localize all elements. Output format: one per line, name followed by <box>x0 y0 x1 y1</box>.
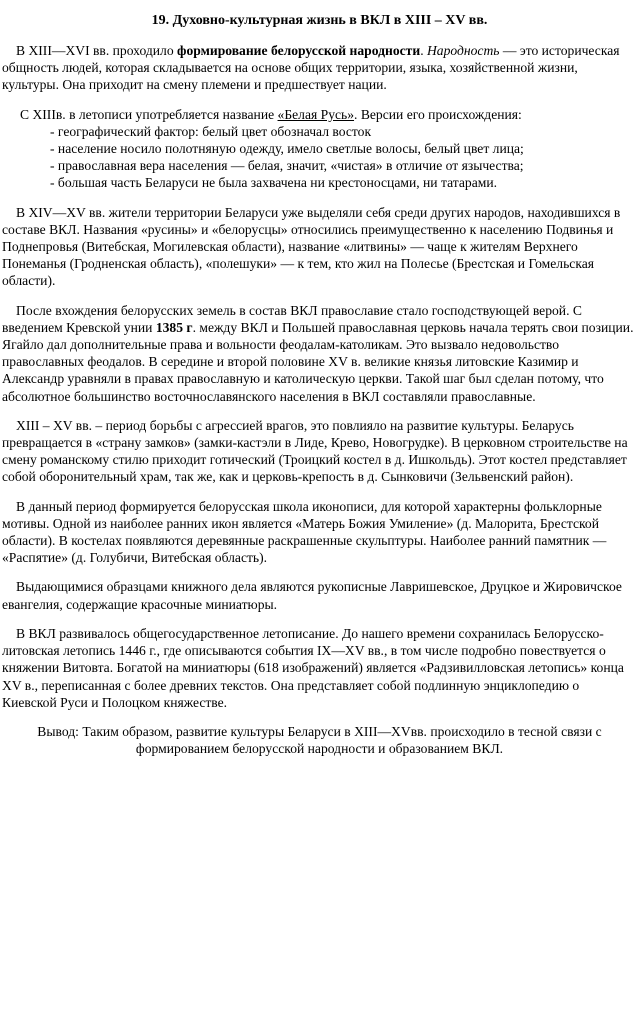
term-year-1385: 1385 г <box>155 319 193 335</box>
list-item: - географический фактор: белый цвет обозначал восток <box>50 123 372 139</box>
paragraph-white-russia: С XIIIв. в летописи употребляется название «Белая Русь». Версии его происхождения: - географический фактор: белый цвет обозначал восток - население носило полотняную одежду, имело светлые волосы, белый цвет лица; - православная вера населения — белая, значит, «чистая» в отличие от язычества; - большая часть Беларуси не была захвачена ни крестоносцами, ни татарами. <box>2 106 637 192</box>
term-nationality: Народность <box>426 43 500 58</box>
list-item: - православная вера населения — белая, значит, «чистая» в отличие от язычества; <box>50 158 524 174</box>
paragraph-nationality: В XIII—XVI вв. проходило формирование белорусской народности. Народность — это историческая общность людей, которая складывается на основе общих территории, языка, хозяйственной жизни, культуры. Она приходит на смену племени и предшествует нации. <box>2 43 620 93</box>
paragraph-ethnonyms: В XIV—XV вв. жители территории Беларуси уже выделяли себя среди других народов, находившихся в составе ВКЛ. Названия «русины» и «белорусцы» относились преимущественно к населению Подвинья и Поднепровья (Витебская, Могилевская области), название «литвины» — чаще к жителям Верхнего Понеманья (Гродненская область), «полешуки» — к тем, кто жил на Полесье (Брестская и Гомельская области). <box>2 204 621 289</box>
term-formation: формирование белорусской народности <box>177 43 421 58</box>
paragraph-religion: После вхождения белорусских земель в состав ВКЛ православие стало господствующей верой. С введением Кревской унии 1385 г. между ВКЛ и Польшей православная церковь начала терять свои позиции. Ягайло дал дополнительные права и вольности феодалам-католикам. Это вызвало недовольство православных феодалов. В середине и второй половине XV в. великие князья литовские Казимир и Александр уравняли в правах православную и католическую церкви. Такой шаг был сделан потому, что абсолютное большинство восточнославянского населения в ВКЛ составляли православные. <box>2 302 634 404</box>
term-white-russia: «Белая Русь» <box>277 106 355 122</box>
paragraph-books: Выдающимися образцами книжного дела являются рукописные Лавришевское, Друцкое и Жировичское евангелия, содержащие красочные миниатюры. <box>2 579 622 612</box>
list-item: - население носило полотняную одежду, имело светлые волосы, белый цвет лица; <box>50 141 524 157</box>
paragraph-conclusion: Вывод: Таким образом, развитие культуры Беларуси в XIII—XVвв. происходило в тесной связи с формированием белорусской народности и образованием ВКЛ. <box>37 723 602 757</box>
paragraph-chronicles: В ВКЛ развивалось общегосударственное летописание. До нашего времени сохранилась Белорусско-литовская летопись 1446 г., где описываются события IX—XV вв., в том числе подробно повествуется о княжении Витовта. Богатой на миниатюры (618 изображений) является «Радзивилловская летопись» конца XV в., переписанная с более древних текстов. Она представляет собой подлинную энциклопедию о Киевской Руси и Полоцком княжестве. <box>2 625 624 710</box>
list-item: - большая часть Беларуси не была захвачена ни крестоносцами, ни татарами. <box>50 175 498 191</box>
page-title: 19. Духовно-культурная жизнь в ВКЛ в XIII – XV вв. <box>151 13 488 28</box>
paragraph-icon-painting: В данный период формируется белорусская школа иконописи, для которой характерны фольклорные мотивы. Одной из наиболее ранних икон является «Матерь Божия Умиление» (д. Малорита, Брестской области). В костелах появляются деревянные раскрашенные скульптуры. Наиболее ранний памятник — «Распятие» (д. Голубичи, Витебская область). <box>2 498 607 566</box>
versions-list <box>2 123 637 192</box>
paragraph-architecture: XIII – XV вв. – период борьбы с агрессией врагов, это повлияло на развитие культуры. Беларусь превращается в «страну замков» (замки-кастэли в Лиде, Крево, Новогрудке). В церковном строительстве на смену романскому стилю приходит готический (Троицкий костел в д. Ишкольдь). Этот костел представляет собой оборонительный храм, так же, как и церковь-крепость в д. Сынковичи (Зельвенский район). <box>2 417 628 485</box>
